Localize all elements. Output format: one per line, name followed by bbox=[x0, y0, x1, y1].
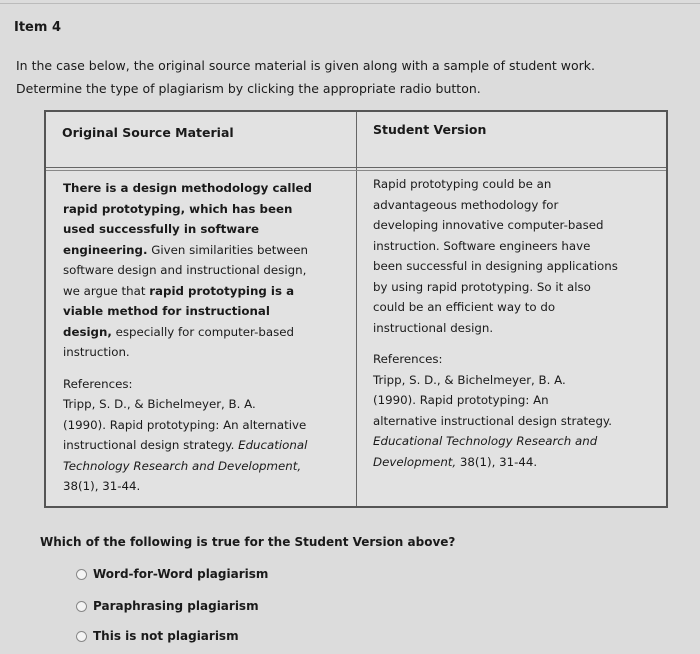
comparison-table bbox=[44, 110, 668, 508]
text-line bbox=[373, 215, 618, 236]
text-segment: especially for computer-based bbox=[111, 324, 294, 339]
text-segment: viable method for instructional bbox=[63, 304, 270, 318]
text-line bbox=[373, 318, 618, 339]
radio-button-icon[interactable] bbox=[76, 569, 87, 580]
text-line bbox=[373, 390, 618, 411]
text-line bbox=[373, 277, 618, 298]
header-student: Student Version bbox=[373, 122, 487, 137]
spacer bbox=[373, 338, 618, 349]
text-segment: (1990). Rapid prototyping: An bbox=[373, 393, 549, 407]
text-line bbox=[63, 374, 312, 395]
text-segment: References: bbox=[373, 352, 443, 366]
text-line bbox=[373, 256, 618, 277]
text-line bbox=[373, 174, 618, 195]
text-line bbox=[373, 411, 618, 432]
text-line bbox=[373, 431, 618, 452]
text-segment: There is a design methodology called bbox=[63, 181, 312, 195]
text-segment: (1990). Rapid prototyping: An alternative bbox=[63, 417, 307, 432]
text-line bbox=[63, 435, 312, 456]
text-line bbox=[63, 394, 312, 415]
text-segment: engineering. bbox=[63, 242, 148, 257]
text-segment: rapid prototyping, which has been bbox=[63, 201, 293, 216]
spacer bbox=[63, 363, 312, 374]
text-segment: Tripp, S. D., & Bichelmeyer, B. A. bbox=[63, 397, 256, 411]
text-segment: instruction. bbox=[63, 345, 130, 359]
text-segment: been successful in designing applications bbox=[373, 259, 618, 273]
radio-option[interactable] bbox=[76, 567, 268, 581]
top-divider bbox=[0, 3, 700, 4]
header-divider bbox=[46, 167, 666, 168]
text-segment: 38(1), 31-44. bbox=[456, 454, 538, 469]
text-line bbox=[373, 349, 618, 370]
text-segment: advantageous methodology for bbox=[373, 197, 559, 212]
radio-button-icon[interactable] bbox=[76, 601, 87, 612]
header-original: Original Source Material bbox=[62, 125, 234, 140]
text-segment: Technology Research and Development, bbox=[63, 458, 302, 473]
text-line bbox=[63, 342, 312, 363]
column-divider bbox=[356, 112, 357, 506]
text-segment: instructional design. bbox=[373, 320, 494, 335]
text-segment: software design and instructional design, bbox=[63, 263, 307, 277]
text-line bbox=[373, 452, 618, 473]
text-line bbox=[63, 476, 312, 497]
text-segment: Educational Technology Research and bbox=[373, 434, 598, 448]
text-segment: Tripp, S. D., & Bichelmeyer, B. A. bbox=[373, 372, 566, 387]
text-line bbox=[63, 301, 312, 322]
text-segment: alternative instructional design strategy. bbox=[373, 413, 612, 428]
text-line bbox=[63, 260, 312, 281]
text-segment: Educational bbox=[238, 438, 308, 452]
text-line bbox=[63, 219, 312, 240]
text-line bbox=[63, 240, 312, 261]
text-line bbox=[63, 178, 312, 199]
text-line bbox=[373, 236, 618, 257]
item-title: Item 4 bbox=[14, 20, 61, 35]
radio-option-label[interactable]: This is not plagiarism bbox=[93, 629, 239, 643]
text-line bbox=[63, 456, 312, 477]
text-segment: we argue that bbox=[63, 283, 150, 298]
original-source-cell bbox=[63, 178, 312, 497]
text-line bbox=[63, 415, 312, 436]
instruction-line-1: In the case below, the original source material is given along with a sample of student work. bbox=[16, 58, 596, 73]
text-line bbox=[373, 297, 618, 318]
text-line bbox=[373, 370, 618, 391]
text-line bbox=[63, 322, 312, 343]
text-segment: Development, bbox=[373, 454, 457, 469]
student-version-cell bbox=[373, 174, 618, 472]
text-line bbox=[63, 281, 312, 302]
text-segment: instructional design strategy. bbox=[63, 438, 239, 452]
text-segment: used successfully in software bbox=[63, 222, 259, 236]
radio-button-icon[interactable] bbox=[76, 631, 87, 642]
text-line bbox=[373, 195, 618, 216]
text-segment: instruction. Software engineers have bbox=[373, 238, 591, 253]
text-segment: References: bbox=[63, 376, 133, 391]
radio-option[interactable] bbox=[76, 599, 259, 613]
text-segment: Rapid prototyping could be an bbox=[373, 177, 552, 191]
text-segment: 38(1), 31-44. bbox=[63, 479, 141, 493]
text-line bbox=[63, 199, 312, 220]
text-segment: by using rapid prototyping. So it also bbox=[373, 279, 591, 294]
instruction-line-2: Determine the type of plagiarism by clicking the appropriate radio button. bbox=[16, 81, 481, 96]
text-segment: could be an efficient way to do bbox=[373, 300, 556, 314]
header-divider-2 bbox=[46, 170, 666, 171]
radio-option-label[interactable]: Paraphrasing plagiarism bbox=[93, 599, 259, 613]
text-segment: design, bbox=[63, 324, 112, 339]
question-text: Which of the following is true for the Student Version above? bbox=[40, 535, 456, 549]
text-segment: developing innovative computer-based bbox=[373, 218, 604, 232]
radio-option-label[interactable]: Word-for-Word plagiarism bbox=[93, 567, 269, 581]
text-segment: rapid prototyping is a bbox=[149, 283, 295, 298]
radio-option[interactable] bbox=[76, 629, 239, 643]
text-segment: Given similarities between bbox=[147, 242, 309, 257]
